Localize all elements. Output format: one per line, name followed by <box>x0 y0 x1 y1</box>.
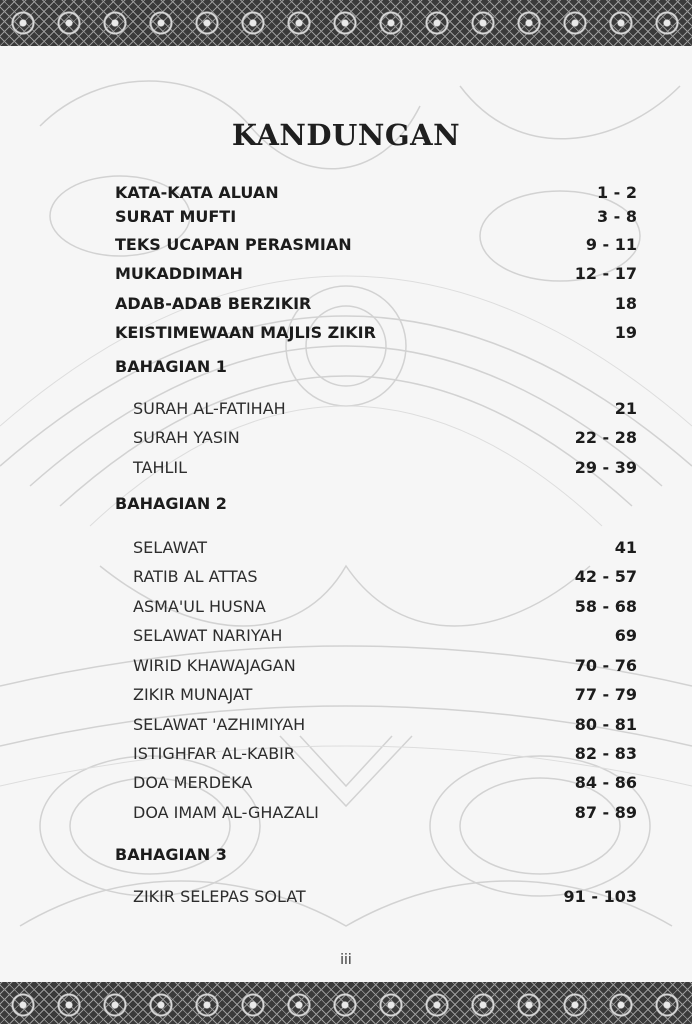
section-heading: BAHAGIAN 3 <box>115 845 227 864</box>
toc-entry <box>115 455 637 479</box>
toc-entry-label: WIRID KHAWAJAGAN <box>133 655 296 675</box>
toc-entry-pages: 80 - 81 <box>574 714 637 734</box>
page-number: iii <box>340 952 352 968</box>
ornamental-border-bottom <box>0 982 692 1024</box>
toc-entry <box>115 232 637 256</box>
toc-entry-label: ZIKIR MUNAJAT <box>133 684 253 704</box>
page-title: KANDUNGAN <box>231 118 461 152</box>
section-heading: BAHAGIAN 2 <box>115 494 227 513</box>
toc-entry-pages: 1 - 2 <box>596 182 637 202</box>
toc-entry-label: RATIB AL ATTAS <box>133 566 258 586</box>
toc-entry <box>115 594 637 618</box>
toc-entry-pages: 58 - 68 <box>574 596 637 616</box>
toc-entry-label: ZIKIR SELEPAS SOLAT <box>133 886 306 906</box>
toc-entry <box>115 320 637 344</box>
toc-entry-pages: 69 <box>614 625 637 645</box>
toc-entry-label: SURAT MUFTI <box>115 206 237 226</box>
ornamental-border-top <box>0 0 692 46</box>
toc-entry-pages: 3 - 8 <box>596 206 637 226</box>
toc-entry-pages: 21 <box>614 398 637 418</box>
toc-entry-label: SELAWAT NARIYAH <box>133 625 283 645</box>
toc-entry-pages: 29 - 39 <box>574 457 637 477</box>
toc-entry-pages: 87 - 89 <box>574 802 637 822</box>
toc-entry-pages: 84 - 86 <box>574 772 637 792</box>
toc-entry-label: TEKS UCAPAN PERASMIAN <box>115 234 352 254</box>
toc-entry <box>115 712 637 736</box>
toc-entry <box>115 741 637 765</box>
toc-entry-pages: 42 - 57 <box>574 566 637 586</box>
toc-entry <box>115 535 637 559</box>
toc-entry-pages: 19 <box>614 322 637 342</box>
toc-entry-pages: 82 - 83 <box>574 743 637 763</box>
toc-entry-pages: 22 - 28 <box>574 427 637 447</box>
toc-entry-label: DOA IMAM AL-GHAZALI <box>133 802 319 822</box>
toc-entry-pages: 9 - 11 <box>585 234 637 254</box>
toc-entry <box>115 884 637 908</box>
toc-entry-label: ASMA'UL HUSNA <box>133 596 266 616</box>
toc-entry-label: TAHLIL <box>133 457 188 477</box>
toc-entry-label: MUKADDIMAH <box>115 263 243 283</box>
toc-entry-label: SURAH YASIN <box>133 427 240 447</box>
toc-entry <box>115 623 637 647</box>
toc-entry-label: SELAWAT 'AZHIMIYAH <box>133 714 306 734</box>
toc-entry <box>115 800 637 824</box>
toc-entry-pages: 18 <box>614 293 637 313</box>
toc-entry-pages: 12 - 17 <box>574 263 637 283</box>
toc-entry-label: SURAH AL-FATIHAH <box>133 398 286 418</box>
toc-entry <box>115 204 637 228</box>
toc-entry <box>115 261 637 285</box>
toc-entry-label: ISTIGHFAR AL-KABIR <box>133 743 295 763</box>
toc-entry-pages: 91 - 103 <box>563 886 637 906</box>
toc-entry <box>115 682 637 706</box>
toc-entry <box>115 425 637 449</box>
toc-entry <box>115 564 637 588</box>
toc-entry <box>115 291 637 315</box>
section-heading: BAHAGIAN 1 <box>115 357 227 376</box>
toc-entry-pages: 41 <box>614 537 637 557</box>
toc-entry <box>115 180 637 204</box>
toc-entry-pages: 77 - 79 <box>574 684 637 704</box>
toc-entry <box>115 396 637 420</box>
toc-entry-pages: 70 - 76 <box>574 655 637 675</box>
toc-entry <box>115 770 637 794</box>
toc-entry-label: DOA MERDEKA <box>133 772 253 792</box>
toc-entry <box>115 653 637 677</box>
toc-entry-label: SELAWAT <box>133 537 208 557</box>
toc-entry-label: ADAB-ADAB BERZIKIR <box>115 293 312 313</box>
toc-entry-label: KEISTIMEWAAN MAJLIS ZIKIR <box>115 322 376 342</box>
toc-entry-label: KATA-KATA ALUAN <box>115 182 279 202</box>
